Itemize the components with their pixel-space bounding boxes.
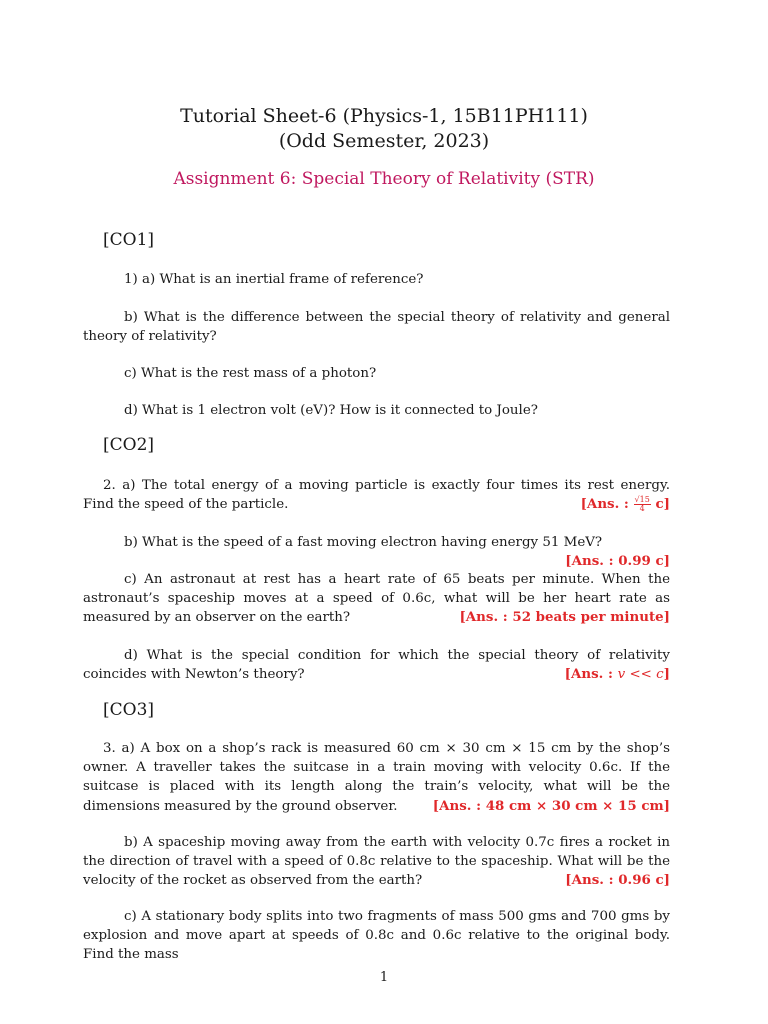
question-2c — [83, 570, 670, 628]
answer-2a — [581, 495, 670, 514]
question-3b — [83, 833, 670, 891]
question-1a — [83, 270, 670, 289]
question-1d — [83, 401, 670, 420]
answer-2d-prefix: [Ans. : — [564, 666, 613, 683]
question-2d-text: d) What is the special condition for which the special theory of relativity coincides with Newton’s theory? — [83, 648, 670, 683]
answer-2a-prefix: [Ans. : — [580, 496, 629, 513]
section-co2: [CO2] — [103, 435, 155, 455]
question-3a-text: 3. a) A box on a shop’s rack is measured 60 cm × 30 cm × 15 cm by the shop’s owner. A traveller takes the suitcase in a train moving with velocity 0.6c. If the suitcase is placed with its length along the train’s velocity, what will be the dimensions measured by the ground observer. — [83, 741, 670, 814]
semester-title: (Odd Semester, 2023) — [278, 130, 490, 152]
question-2a — [83, 476, 670, 514]
question-1c — [83, 364, 670, 383]
answer-2b: [Ans. : 0.99 c] — [565, 553, 670, 570]
answer-3a: [Ans. : 48 cm × 30 cm × 15 cm] — [432, 797, 670, 814]
question-1c-text: c) What is the rest mass of a photon? — [124, 366, 377, 381]
answer-2a-denominator: 4 — [639, 504, 645, 514]
question-1b-text: b) What is the difference between the special theory of relativity and general theory of relativity? — [83, 310, 670, 345]
answer-2d-expression: v << c — [617, 667, 664, 683]
sheet-title: Tutorial Sheet-6 (Physics-1, 15B11PH111) — [180, 105, 588, 127]
answer-2d — [565, 665, 670, 684]
question-2a-text: 2. a) The total energy of a moving particle is exactly four times its rest energy. Find the speed of the particle. — [83, 478, 670, 513]
answer-2a-numerator: √15 — [634, 495, 650, 505]
question-2b-text: b) What is the speed of a fast moving electron having energy 51 MeV? — [124, 535, 603, 550]
assignment-title: Assignment 6: Special Theory of Relativity (STR) — [173, 169, 595, 189]
question-2c-text: c) An astronaut at rest has a heart rate of 65 beats per minute. When the astronaut’s spaceship moves at a speed of 0.6c, what will be her heart rate as measured by an observer on the earth? — [83, 572, 670, 626]
answer-2a-suffix: c] — [655, 496, 670, 513]
question-1a-text: 1) a) What is an inertial frame of reference? — [124, 272, 424, 287]
question-3b-text: b) A spaceship moving away from the earth with velocity 0.7c fires a rocket in the direction of travel with a speed of 0.8c relative to the spaceship. What will be the velocity of the rocket as observed from the earth? — [83, 835, 670, 889]
question-1d-text: d) What is 1 electron volt (eV)? How is it connected to Joule? — [124, 403, 538, 418]
section-co1: [CO1] — [103, 230, 155, 250]
question-3c — [83, 907, 670, 965]
answer-2a-fraction — [634, 496, 651, 513]
question-3a — [83, 739, 670, 816]
page-number: 1 — [379, 970, 389, 985]
question-2d — [83, 646, 670, 684]
section-co3: [CO3] — [103, 700, 155, 720]
answer-3b: [Ans. : 0.96 c] — [565, 872, 670, 889]
question-2b — [83, 533, 670, 571]
answer-2c: [Ans. : 52 beats per minute] — [459, 609, 670, 626]
question-1b — [83, 308, 670, 346]
question-3c-text: c) A stationary body splits into two fragments of mass 500 gms and 700 gms by explosion and move apart at speeds of 0.8c and 0.6c relative to the original body. Find the mass — [83, 909, 670, 963]
answer-2d-suffix: ] — [663, 666, 670, 683]
